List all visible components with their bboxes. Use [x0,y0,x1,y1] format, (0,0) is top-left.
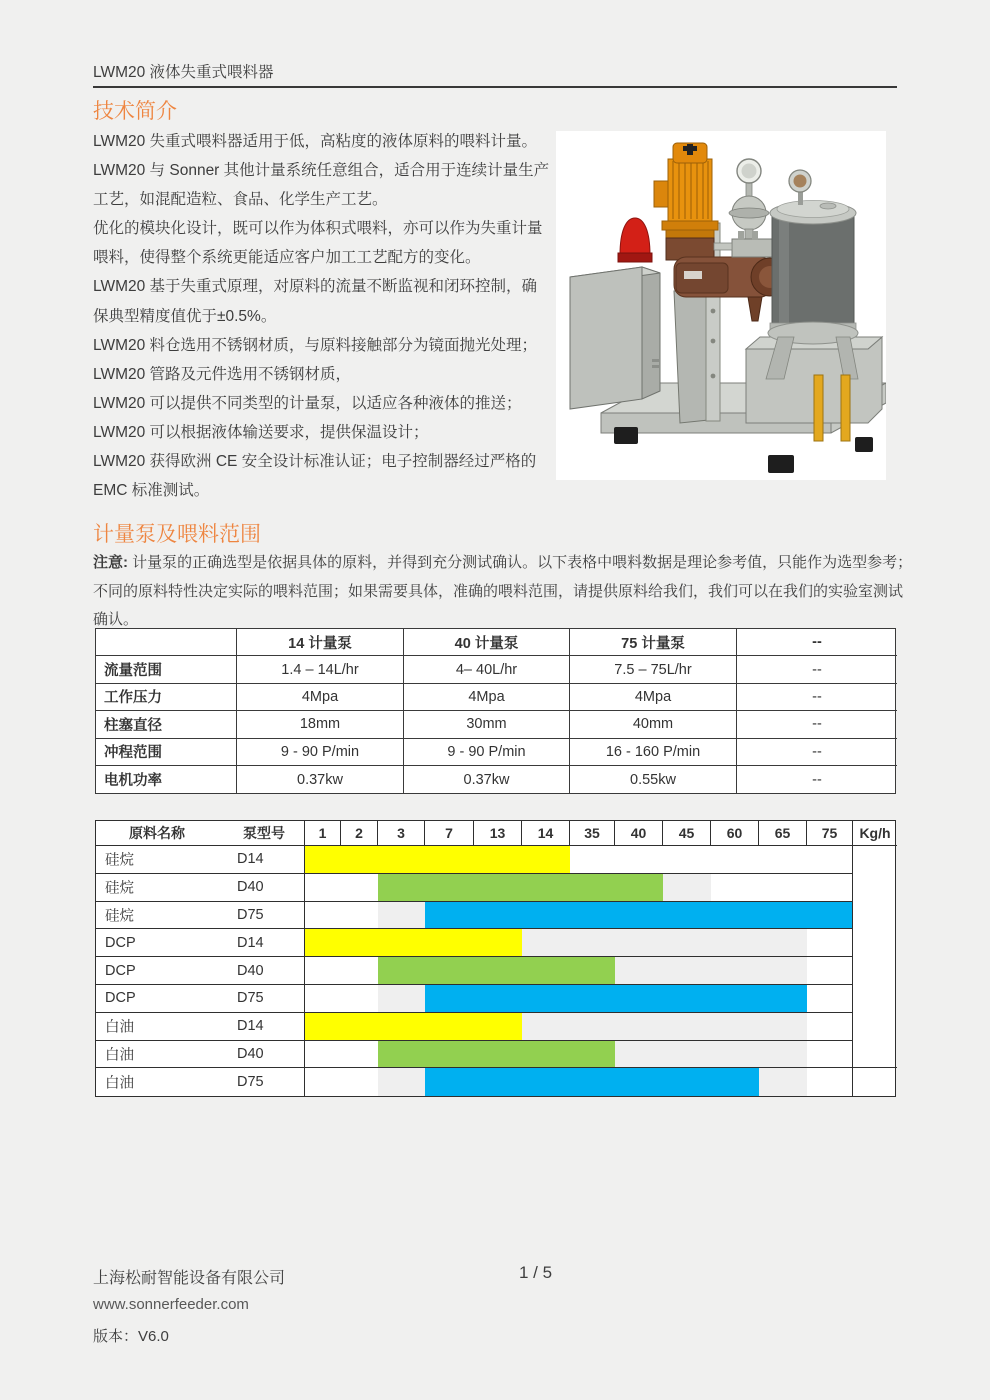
pump-model: D40 [237,1045,264,1062]
range-bar-cell [615,1041,663,1069]
range-bar-cell [711,874,759,902]
range-row-label [96,1068,305,1096]
range-bar-cell [711,957,759,985]
range-bar-cell [305,985,341,1013]
range-bar-cell [711,1068,759,1096]
range-bar-cell [570,1013,615,1041]
spec-value-cell: -- [737,711,897,738]
pump-column-header: 泵型号 [243,825,285,841]
spec-value-cell: 4Mpa [237,684,404,711]
material-name: DCP [105,934,136,951]
range-bar-cell [378,874,425,902]
intro-line: 喂料，使得整个系统更能适应客户加工工艺配方的变化。 [93,249,481,267]
material-name: 白油 [105,1047,134,1064]
range-row-label [96,1041,305,1069]
range-bar-cell [807,1068,853,1096]
intro-line: LWM20 获得欧洲 CE 安全设计标准认证；电子控制器经过严格的 [93,453,537,471]
range-bar-cell [615,1068,663,1096]
footer-company: 上海松耐智能设备有限公司 [93,1270,286,1287]
range-scale-header: 60 [711,821,759,846]
range-bar-cell [305,1041,341,1069]
machine-foot [768,455,794,473]
intro-line: LWM20 管路及元件选用不锈钢材质， [93,365,352,383]
range-row-label [96,846,305,874]
range-bar-cell [425,985,474,1013]
range-bar-cell [425,929,474,957]
range-bar-cell [615,846,663,874]
pump-spec-table [95,628,896,794]
material-name: DCP [105,990,136,1007]
range-bar-cell [474,846,522,874]
range-bar-cell [711,1013,759,1041]
spec-value-cell: 0.55kw [570,766,737,793]
range-bar-cell [305,902,341,930]
intro-line: 优化的模块化设计，既可以作为体积式喂料，亦可以作为失重计量 [93,220,543,238]
range-bar-cell [759,846,807,874]
pump-model: D75 [237,1074,264,1091]
spec-row-label: 流量范围 [96,656,237,683]
range-bar-cell [615,957,663,985]
intro-line: LWM20 可以根据液体输送要求，提供保温设计； [93,423,429,441]
range-scale-header: 35 [570,821,615,846]
range-bar-cell [425,957,474,985]
range-bar-cell [522,929,570,957]
range-scale-header: 3 [378,821,425,846]
range-bar-cell [378,902,425,930]
spec-value-cell: -- [812,771,822,788]
note-line: 确认。 [93,611,139,629]
machine-dampener-gauge [714,159,772,257]
range-header-labels [96,821,305,846]
range-bar-cell [305,874,341,902]
machine-cabinet [570,267,660,409]
range-bar-cell [522,985,570,1013]
machine-foot [855,437,873,452]
range-bar-cell [759,957,807,985]
header-rule [93,86,897,88]
spec-row-label: 冲程范围 [96,739,237,766]
range-bar-cell [378,1068,425,1096]
range-bar-cell [807,1041,853,1069]
range-bar-cell [807,846,853,874]
intro-paragraph [93,127,563,505]
range-bar-cell [663,874,711,902]
spec-value-cell: 7.5 – 75L/hr [570,656,737,683]
range-scale-header: 2 [341,821,378,846]
range-scale-header: 75 [807,821,853,846]
range-bar-cell [474,1068,522,1096]
range-bar-cell [570,874,615,902]
range-bar-cell [474,957,522,985]
footer-page-number: 1 / 5 [519,1263,553,1282]
spec-value-cell: 9 - 90 P/min [404,739,570,766]
range-bar-cell [378,1041,425,1069]
spec-value-cell: 4– 40L/hr [404,656,570,683]
spec-value-cell: -- [737,684,897,711]
spec-value-cell: 0.37kw [237,766,404,793]
range-bar-cell [570,957,615,985]
range-bar-cell [378,846,425,874]
range-bar-cell [522,902,570,930]
range-bar-cell [474,874,522,902]
note-line [93,549,913,578]
machine-foot [614,427,638,444]
range-scale-header: 1 [305,821,341,846]
footer-website: www.sonnerfeeder.com [93,1296,249,1313]
range-bar-cell [711,985,759,1013]
range-scale-header: 65 [759,821,807,846]
range-bar-cell [759,929,807,957]
product-image [556,131,886,480]
range-bar-cell [425,846,474,874]
range-bar-cell [711,846,759,874]
spec-value-cell: -- [737,656,897,683]
range-bar-cell [711,1041,759,1069]
intro-line: 保典型精度值优于±0.5%。 [93,307,277,325]
range-bar-cell [663,957,711,985]
range-bar-cell [663,902,711,930]
range-bar-cell [663,846,711,874]
range-unit-header: Kg/h [853,821,897,846]
range-bar-cell [807,957,853,985]
range-bar-cell [425,1041,474,1069]
range-bar-cell [378,929,425,957]
material-name: 硅烷 [105,908,134,925]
pump-model: D75 [237,990,264,1007]
spec-value-cell: 18mm [237,711,404,738]
range-bar-cell [522,846,570,874]
doc-header-title: LWM20 液体失重式喂料器 [93,64,274,81]
range-bar-cell [663,1068,711,1096]
range-row-label [96,874,305,902]
spec-value-cell: 4Mpa [570,684,737,711]
range-bar-cell [341,1041,378,1069]
range-bar-cell [341,902,378,930]
machine-motor [654,143,718,238]
intro-line: LWM20 失重式喂料器适用于低，高粘度的液体原料的喂料计量。 [93,133,538,150]
range-bar-cell [570,846,615,874]
spec-row-label: 柱塞直径 [96,711,237,738]
spec-value-cell: 30mm [404,711,570,738]
range-bar-cell [425,902,474,930]
feed-range-table [95,820,896,1097]
spec-header-cell: 40 计量泵 [404,629,570,656]
material-name: 白油 [105,1075,134,1092]
range-bar-cell [615,985,663,1013]
intro-line: 工艺，如混配造粒、食品、化学生产工艺。 [93,191,388,209]
note-line: 不同的原料特性决定实际的喂料范围；如果需要具体，准确的喂料范围，请提供原料给我们，我们可以在我们的实验室测试 [93,582,904,600]
range-row-label [96,1013,305,1041]
spec-value-cell: 9 - 90 P/min [237,739,404,766]
range-bar-cell [807,985,853,1013]
intro-line: LWM20 基于失重式原理，对原料的流量不断监视和闭环控制，确 [93,278,538,296]
material-name: DCP [105,962,136,979]
range-scale-header: 13 [474,821,522,846]
range-unit-column [853,846,897,1068]
range-row-label [96,902,305,930]
spec-value-cell: 4Mpa [404,684,570,711]
range-bar-cell [474,929,522,957]
range-bar-cell [615,929,663,957]
range-bar-cell [759,902,807,930]
range-bar-cell [305,1068,341,1096]
note-label: 注意: [93,554,128,571]
range-bar-cell [305,1013,341,1041]
pump-model: D14 [237,1018,264,1035]
range-bar-cell [570,902,615,930]
range-bar-cell [615,874,663,902]
range-bar-cell [305,846,341,874]
material-column-header: 原料名称 [129,825,185,841]
range-bar-cell [615,1013,663,1041]
intro-line: EMC 标准测试。 [93,482,210,500]
spec-value-cell: 1.4 – 14L/hr [237,656,404,683]
note-text: 计量泵的正确选型是依据具体的原料，并得到充分测试确认。以下表格中喂料数据是理论参考值，只能作为选型参考； [128,554,913,571]
range-bar-cell [759,874,807,902]
range-bar-cell [341,929,378,957]
range-bar-cell [807,902,853,930]
range-bar-cell [570,1041,615,1069]
range-bar-cell [522,1013,570,1041]
selection-note [93,549,913,635]
spec-header-cell: -- [737,629,897,656]
spec-value-cell: 0.37kw [404,766,570,793]
range-bar-cell [474,1041,522,1069]
range-bar-cell [474,1013,522,1041]
spec-header-cell: 75 计量泵 [570,629,737,656]
range-bar-cell [305,929,341,957]
range-scale-header: 45 [663,821,711,846]
range-bar-cell [807,929,853,957]
range-bar-cell [378,985,425,1013]
range-row-label [96,929,305,957]
range-bar-cell [378,957,425,985]
spec-value-cell: 40mm [570,711,737,738]
range-bar-cell [807,1013,853,1041]
pump-model: D40 [237,879,264,896]
range-bar-cell [759,985,807,1013]
range-row-label [96,957,305,985]
pump-model: D14 [237,934,264,951]
range-bar-cell [663,929,711,957]
range-scale-header: 7 [425,821,474,846]
range-bar-cell [522,1068,570,1096]
range-bar-cell [663,985,711,1013]
range-bar-cell [474,985,522,1013]
range-scale-header: 40 [615,821,663,846]
range-bar-cell [570,1068,615,1096]
pump-model: D40 [237,962,264,979]
section-heading-tech-intro: 技术简介 [93,100,177,123]
range-bar-cell [807,874,853,902]
range-scale-header: 14 [522,821,570,846]
range-bar-cell [711,902,759,930]
range-bar-cell [341,1068,378,1096]
pump-model: D75 [237,906,264,923]
range-bar-cell [341,985,378,1013]
range-bar-cell [759,1013,807,1041]
machine-beacon-light [618,218,652,262]
section-heading-pump-range: 计量泵及喂料范围 [93,523,261,546]
range-bar-cell [305,957,341,985]
spec-header-cell [96,629,237,656]
range-bar-cell [522,1041,570,1069]
range-bar-cell [522,874,570,902]
machine-render [556,131,886,480]
pump-model: D14 [237,851,264,868]
range-bar-cell [663,1041,711,1069]
range-bar-cell [663,1013,711,1041]
spec-row-label: 电机功率 [96,766,237,793]
range-row-label [96,985,305,1013]
range-bar-cell [341,874,378,902]
range-bar-cell [425,874,474,902]
range-bar-cell [341,846,378,874]
range-bar-cell [378,1013,425,1041]
range-bar-cell [759,1068,807,1096]
range-bar-cell [341,1013,378,1041]
range-bar-cell [759,1041,807,1069]
spec-value-cell: -- [737,739,897,766]
range-bar-cell [341,957,378,985]
intro-line: LWM20 料仓选用不锈钢材质，与原料接触部分为镜面抛光处理； [93,336,538,354]
material-name: 硅烷 [105,852,134,869]
range-bar-cell [570,929,615,957]
range-bar-cell [711,929,759,957]
spec-header-cell: 14 计量泵 [237,629,404,656]
intro-line: LWM20 可以提供不同类型的计量泵，以适应各种液体的推送； [93,394,522,412]
intro-line: LWM20 与 Sonner 其他计量系统任意组合，适合用于连续计量生产 [93,162,550,180]
range-bar-cell [425,1013,474,1041]
range-bar-cell [522,957,570,985]
spec-row-label: 工作压力 [96,684,237,711]
range-unit-column [853,1068,897,1096]
material-name: 白油 [105,1019,134,1036]
spec-value-cell: 16 - 160 P/min [570,739,737,766]
range-bar-cell [570,985,615,1013]
range-bar-cell [615,902,663,930]
range-bar-cell [425,1068,474,1096]
footer-version: 版本：V6.0 [93,1328,169,1345]
material-name: 硅烷 [105,880,134,897]
range-bar-cell [474,902,522,930]
